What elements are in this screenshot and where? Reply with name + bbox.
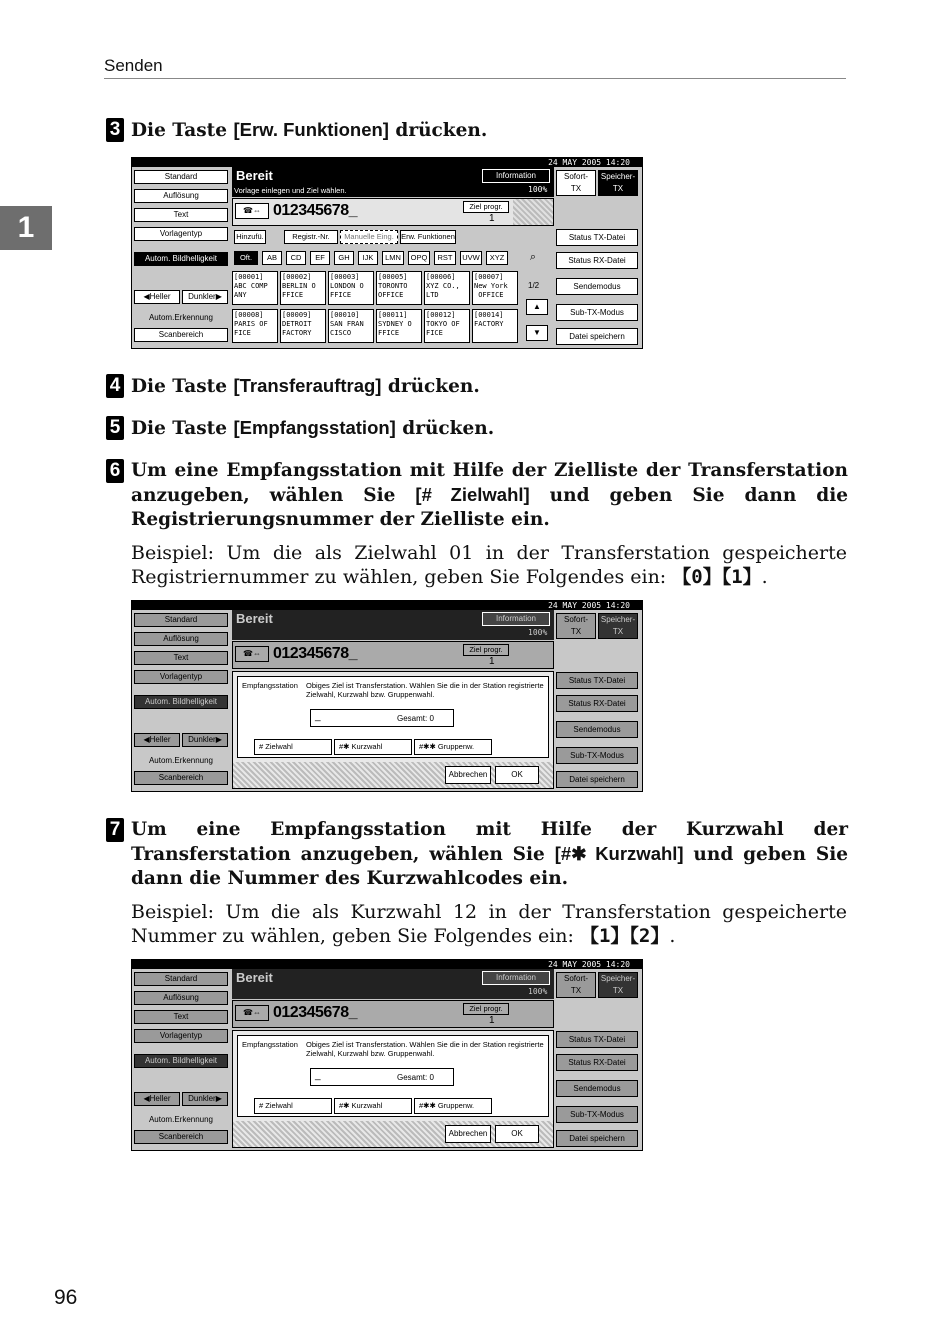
step-number: 4 <box>106 374 124 398</box>
gesamt-count: Gesamt: 0 <box>397 714 434 723</box>
example-end: . <box>761 566 768 588</box>
status-tx-datei-button[interactable]: Status TX-Datei <box>556 1031 638 1048</box>
ziel-progr-button[interactable]: Ziel progr. <box>463 1003 509 1015</box>
page-up-button[interactable]: ▲ <box>526 299 548 315</box>
destination-key[interactable]: [00014] FACTORY <box>472 309 518 343</box>
tab-registr-nr[interactable]: Registr.-Nr. <box>284 230 338 244</box>
status-tx-datei-button[interactable]: Status TX-Datei <box>556 672 638 689</box>
gruppenwahl-button[interactable]: #✱✱ Gruppenw. <box>414 1098 492 1114</box>
memory-percent: 100% <box>528 987 548 996</box>
dunkler-button[interactable]: Dunkler▶ <box>182 1092 228 1106</box>
sendemodus-button[interactable]: Sendemodus <box>556 278 638 295</box>
standard-button[interactable]: Standard <box>134 613 228 627</box>
fax-screen-2 <box>131 600 643 792</box>
destination-count: 1 <box>489 1015 495 1026</box>
step-4 <box>106 374 848 399</box>
dunkler-button[interactable]: Dunkler▶ <box>182 733 228 747</box>
number-input[interactable] <box>310 1068 454 1086</box>
fax-screen-3 <box>131 959 643 1151</box>
chapter-tab: 1 <box>0 206 52 250</box>
gruppenwahl-button[interactable]: #✱✱ Gruppenw. <box>414 739 492 755</box>
kurzwahl-button[interactable]: #✱ Kurzwahl <box>334 1098 412 1114</box>
number-row <box>232 1000 554 1028</box>
step-number: 7 <box>106 818 124 842</box>
header-rule <box>104 78 846 79</box>
key-label: [# Zielwahl] <box>415 484 530 505</box>
ok-button[interactable]: OK <box>495 766 539 784</box>
status-text: Bereit <box>236 611 273 626</box>
fax-number: 012345678_ <box>273 645 357 662</box>
alpha-tab-opq[interactable]: OPQ <box>408 251 430 265</box>
destination-key[interactable]: [00006] XYZ CO., LTD <box>424 271 470 305</box>
step-text-end: drücken. <box>381 376 480 397</box>
alpha-tab-oft[interactable]: Oft. <box>234 251 258 265</box>
step-text: Um eine Empfangsstation mit Hilfe der Zielliste der Transferstation anzugeben, wählen Sie <box>131 460 848 506</box>
alpha-tab-ijk[interactable]: IJK <box>358 251 378 265</box>
dialog-message: Obiges Ziel ist Transferstation. Wählen Sie die in der Station registrierte Zielwahl, Kurzwahl bzw. Gruppenwahl. <box>306 681 544 699</box>
step-text-end: und geben Sie dann die Registrierungsnummer der Zielliste ein. <box>131 485 848 530</box>
sofort-tx-button[interactable]: Sofort- TX <box>556 972 596 998</box>
aufloesung-button[interactable]: Auflösung <box>134 991 228 1005</box>
status-text: Bereit <box>236 168 273 183</box>
alpha-tab-rst[interactable]: RST <box>434 251 456 265</box>
hardware-keys: 【1】【2】 <box>579 925 670 947</box>
step-text: Die Taste <box>131 120 234 141</box>
status-rx-datei-button[interactable]: Status RX-Datei <box>556 695 638 712</box>
autom-erkennung-label: Autom.Erkennung <box>148 1115 214 1124</box>
datei-speichern-button[interactable]: Datei speichern <box>556 328 638 345</box>
destination-count: 1 <box>489 656 495 667</box>
example-6 <box>131 541 847 589</box>
hardware-keys: 【0】【1】 <box>672 566 762 588</box>
input-cursor: _ <box>315 711 321 722</box>
ziel-progr-button[interactable]: Ziel progr. <box>463 201 509 213</box>
dialog-title: Empfangsstation <box>242 681 298 690</box>
key-label: [Erw. Funktionen] <box>233 119 389 140</box>
information-button[interactable]: Information <box>482 169 550 183</box>
heller-button[interactable]: ◀Heller <box>134 733 180 747</box>
page-indicator: 1/2 <box>528 281 540 290</box>
empfangsstation-dialog <box>232 671 554 789</box>
text-button[interactable]: Text <box>134 651 228 665</box>
step-text-end: drücken. <box>395 418 495 439</box>
example-text: Beispiel: Um die als Kurzwahl 12 in der Transferstation gespeicherte Nummer zu wählen, geben Sie Folgendes ein: <box>131 901 847 947</box>
abbrechen-button[interactable]: Abbrechen <box>445 1125 491 1143</box>
step-number: 3 <box>106 118 124 142</box>
search-icon[interactable]: ⌕ <box>529 251 537 263</box>
empfangsstation-dialog <box>232 1030 554 1148</box>
sofort-tx-button[interactable]: Sofort- TX <box>556 613 596 639</box>
status-tx-datei-button[interactable]: Status TX-Datei <box>556 229 638 246</box>
status-text: Bereit <box>236 970 273 985</box>
fax-number: 012345678_ <box>273 1004 357 1021</box>
destination-key[interactable]: [00005] TORONTO OFFICE <box>376 271 422 305</box>
page-down-button[interactable]: ▼ <box>526 325 548 341</box>
step-5 <box>106 416 848 441</box>
autom-erkennung-label: Autom.Erkennung <box>148 756 214 765</box>
alpha-tab-ab[interactable]: AB <box>262 251 282 265</box>
destination-grid <box>232 271 522 345</box>
destination-key[interactable]: [00012] TOKYO OF FICE <box>424 309 470 343</box>
step-number: 5 <box>106 416 124 440</box>
step-text-end: und geben Sie dann die Nummer des Kurzwahlcodes ein. <box>131 844 848 889</box>
standard-button[interactable]: Standard <box>134 972 228 986</box>
key-label: [Transferauftrag] <box>233 375 382 396</box>
tab-row <box>232 228 554 246</box>
dunkler-button[interactable]: Dunkler▶ <box>182 290 228 304</box>
status-bar <box>232 610 554 640</box>
status-rx-datei-button[interactable]: Status RX-Datei <box>556 252 638 269</box>
example-7 <box>131 900 847 948</box>
ziel-progr-button[interactable]: Ziel progr. <box>463 644 509 656</box>
destination-key[interactable]: [00010] SAN FRAN CISCO <box>328 309 374 343</box>
example-end: . <box>669 925 676 947</box>
dialog-message: Obiges Ziel ist Transferstation. Wählen Sie die in der Station registrierte Zielwahl, Kurzwahl bzw. Gruppenwahl. <box>306 1040 544 1058</box>
datetime: 24 MAY 2005 14:20 <box>132 158 642 167</box>
heller-button[interactable]: ◀Heller <box>134 1092 180 1106</box>
sendemodus-button[interactable]: Sendemodus <box>556 721 638 738</box>
destination-count: 1 <box>489 213 495 224</box>
status-subtext: Vorlage einlegen und Ziel wählen. <box>234 186 347 195</box>
destination-key[interactable]: [00003] LONDON O FFICE <box>328 271 374 305</box>
status-rx-datei-button[interactable]: Status RX-Datei <box>556 1054 638 1071</box>
fax-number: 012345678_ <box>273 202 357 219</box>
status-bar <box>232 167 554 197</box>
input-cursor: _ <box>315 1070 321 1081</box>
autom-erkennung-label: Autom.Erkennung <box>148 313 214 322</box>
number-input[interactable] <box>310 709 454 727</box>
ok-button[interactable]: OK <box>495 1125 539 1143</box>
sub-tx-modus-button[interactable]: Sub-TX-Modus <box>556 747 638 764</box>
step-text-end: drücken. <box>388 120 488 141</box>
zielwahl-button[interactable]: # Zielwahl <box>254 1098 332 1114</box>
vorlagentyp-button[interactable]: Vorlagentyp <box>134 670 228 684</box>
hatch-area <box>513 199 553 225</box>
sub-tx-modus-button[interactable]: Sub-TX-Modus <box>556 304 638 321</box>
heller-button[interactable]: ◀Heller <box>134 290 180 304</box>
vorlagentyp-button[interactable]: Vorlagentyp <box>134 227 228 241</box>
step-text: Die Taste <box>131 418 234 439</box>
datetime: 24 MAY 2005 14:20 <box>132 601 642 610</box>
speicher-tx-button[interactable]: Speicher- TX <box>598 613 638 639</box>
example-text: Beispiel: Um die als Zielwahl 01 in der Transferstation gespeicherte Registriernummer zu wählen, geben Sie Folgendes ein: <box>131 542 847 588</box>
scanbereich-button[interactable]: Scanbereich <box>134 328 228 342</box>
pager <box>524 271 552 345</box>
destination-key[interactable]: [00007] New York OFFICE <box>472 271 518 305</box>
step-number: 6 <box>106 459 124 483</box>
number-row <box>232 198 554 226</box>
vorlagentyp-button[interactable]: Vorlagentyp <box>134 1029 228 1043</box>
speicher-tx-button[interactable]: Speicher- TX <box>598 170 638 196</box>
alpha-tab-cd[interactable]: CD <box>286 251 306 265</box>
step-6 <box>106 459 848 532</box>
fax-screen-1 <box>131 157 643 349</box>
step-3 <box>106 118 848 143</box>
aufloesung-button[interactable]: Auflösung <box>134 189 228 203</box>
phone-icon[interactable]: ☎⇔ <box>235 1005 269 1021</box>
key-label: [#✱ Kurzwahl] <box>554 843 684 864</box>
alpha-tab-ef[interactable]: EF <box>310 251 330 265</box>
text-button[interactable]: Text <box>134 1010 228 1024</box>
scanbereich-button[interactable]: Scanbereich <box>134 771 228 785</box>
tab-erw-funktionen[interactable]: Erw. Funktionen <box>400 230 456 244</box>
step-text: Die Taste <box>131 376 234 397</box>
tab-manuelle-eing[interactable]: Manuelle Eing. <box>340 230 398 244</box>
autom-bildhelligkeit-button[interactable]: Autom. Bildhelligkeit <box>134 252 228 266</box>
datei-speichern-button[interactable]: Datei speichern <box>556 771 638 788</box>
autom-bildhelligkeit-button[interactable]: Autom. Bildhelligkeit <box>134 695 228 709</box>
destination-key[interactable]: [00009] DETROIT FACTORY <box>280 309 326 343</box>
alpha-tab-uvw[interactable]: UVW <box>460 251 482 265</box>
tab-hinzufuegen[interactable]: Hinzufü. <box>234 230 266 244</box>
memory-percent: 100% <box>528 628 548 637</box>
abbrechen-button[interactable]: Abbrechen <box>445 766 491 784</box>
dialog-title: Empfangsstation <box>242 1040 298 1049</box>
sub-tx-modus-button[interactable]: Sub-TX-Modus <box>556 1106 638 1123</box>
alpha-tabs <box>232 250 554 266</box>
key-label: [Empfangsstation] <box>233 417 396 438</box>
scanbereich-button[interactable]: Scanbereich <box>134 1130 228 1144</box>
destination-key[interactable]: [00011] SYDNEY O FFICE <box>376 309 422 343</box>
status-bar <box>232 969 554 999</box>
zielwahl-button[interactable]: # Zielwahl <box>254 739 332 755</box>
step-7 <box>106 818 848 891</box>
alpha-tab-lmn[interactable]: LMN <box>382 251 404 265</box>
information-button[interactable]: Information <box>482 612 550 626</box>
memory-percent: 100% <box>528 185 548 194</box>
datei-speichern-button[interactable]: Datei speichern <box>556 1130 638 1147</box>
phone-icon[interactable]: ☎⇔ <box>235 203 269 219</box>
running-header: Senden <box>104 56 163 75</box>
alpha-tab-xyz[interactable]: XYZ <box>486 251 508 265</box>
sendemodus-button[interactable]: Sendemodus <box>556 1080 638 1097</box>
standard-button[interactable]: Standard <box>134 170 228 184</box>
sofort-tx-button[interactable]: Sofort- TX <box>556 170 596 196</box>
speicher-tx-button[interactable]: Speicher- TX <box>598 972 638 998</box>
aufloesung-button[interactable]: Auflösung <box>134 632 228 646</box>
destination-key[interactable]: [00002] BERLIN O FFICE <box>280 271 326 305</box>
information-button[interactable]: Information <box>482 971 550 985</box>
phone-icon[interactable]: ☎⇔ <box>235 646 269 662</box>
page-number: 96 <box>54 1286 78 1309</box>
text-button[interactable]: Text <box>134 208 228 222</box>
step-text: Um eine Empfangsstation mit Hilfe der Kurzwahl der Transferstation anzugeben, wählen Sie <box>131 819 848 865</box>
kurzwahl-button[interactable]: #✱ Kurzwahl <box>334 739 412 755</box>
autom-bildhelligkeit-button[interactable]: Autom. Bildhelligkeit <box>134 1054 228 1068</box>
destination-key[interactable]: [00001] ABC COMP ANY <box>232 271 278 305</box>
alpha-tab-gh[interactable]: GH <box>334 251 354 265</box>
datetime: 24 MAY 2005 14:20 <box>132 960 642 969</box>
gesamt-count: Gesamt: 0 <box>397 1073 434 1082</box>
destination-key[interactable]: [00008] PARIS OF FICE <box>232 309 278 343</box>
number-row <box>232 641 554 669</box>
